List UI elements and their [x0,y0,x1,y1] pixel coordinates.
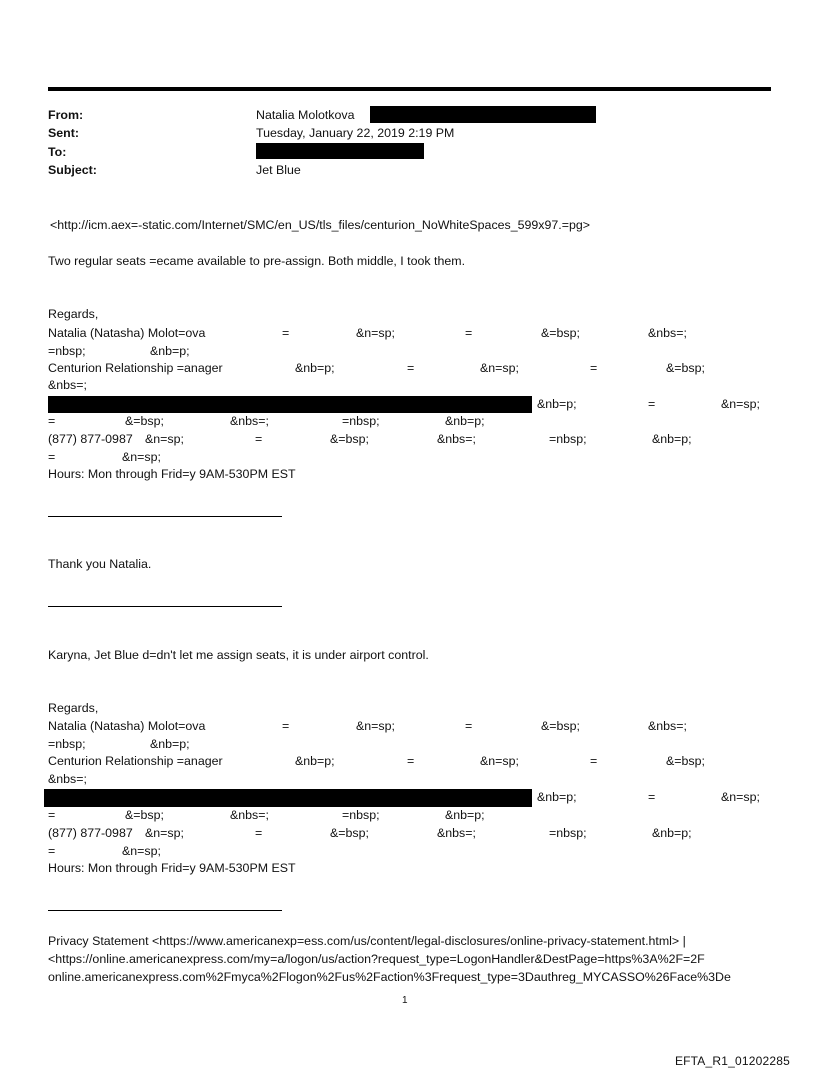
sent-label: Sent: [48,126,79,140]
sig-token: &n=sp; [356,719,395,733]
sig-name: Natalia (Natasha) Molot=ova [48,326,206,340]
sig-token: &nb=p; [537,397,577,411]
sig-hours: Hours: Mon through Frid=y 9AM-530PM EST [48,861,296,875]
sig-token: = [407,754,415,768]
sig-token: =nbsp; [342,414,380,428]
page-number: 1 [402,995,408,1006]
sig-token: &nb=p; [150,344,190,358]
privacy-link-line-3[interactable]: online.americanexpress.com%2Fmyca%2Flogon%2Fus%2Faction%3Frequest_type=3Dauthreg_MYCASSO%26Face%3De [48,970,731,984]
header-rule [48,87,771,91]
sig-token: = [48,808,56,822]
sig-token: &=bsp; [125,414,164,428]
sig-token: = [648,397,656,411]
sig-token: = [48,414,56,428]
message-3: Karyna, Jet Blue d=dn't let me assign seats, it is under airport control. [48,648,429,662]
sig-token: &nbs=; [230,808,269,822]
sig-token: &nbs=; [648,326,687,340]
sig-token: = [255,826,263,840]
to-label: To: [48,145,67,159]
sig-token: &=bsp; [330,432,369,446]
sig-token: &n=sp; [122,844,161,858]
image-link[interactable]: <http://icm.aex=-static.com/Internet/SMC/en_US/tls_files/centurion_NoWhiteSpaces_599x97.=pg> [50,218,590,232]
redaction-to [256,143,424,159]
sig-phone: (877) 877-0987 [48,826,133,840]
sig-token: &=bsp; [541,719,580,733]
sig-token: &n=sp; [145,432,184,446]
sig-token: &n=sp; [721,790,760,804]
sig-token: = [48,844,56,858]
sig-token: =nbsp; [342,808,380,822]
sig-token: &nb=p; [537,790,577,804]
sig-token: &n=sp; [480,754,519,768]
sig-token: =nbsp; [48,344,86,358]
sig-token: = [282,326,290,340]
message-2: Thank you Natalia. [48,557,152,571]
sig-token: &nb=p; [652,432,692,446]
from-value: Natalia Molotkova [256,108,355,122]
sig-token: = [48,450,56,464]
sig-token: &=bsp; [541,326,580,340]
sig-token: &nbs=; [437,826,476,840]
sig-token: = [282,719,290,733]
subject-label: Subject: [48,163,97,177]
sig-token: = [590,361,598,375]
sig-token: &nb=p; [445,414,485,428]
sig-token: =nbsp; [48,737,86,751]
sig-token: &n=sp; [122,450,161,464]
sig-token: &=bsp; [666,754,705,768]
sig-token: =nbsp; [549,432,587,446]
regards: Regards, [48,307,99,321]
redaction-from-email [370,106,596,123]
sig-token: &=bsp; [666,361,705,375]
regards: Regards, [48,701,99,715]
sig-title: Centurion Relationship =anager [48,361,223,375]
sig-token: &nb=p; [445,808,485,822]
sig-token: &nb=p; [150,737,190,751]
privacy-link-line-2[interactable]: <https://online.americanexpress.com/my=a/logon/us/action?request_type=LogonHandler&DestPage=https%3A%2F=2F [48,952,705,966]
sig-token: &=bsp; [330,826,369,840]
sig-token: &n=sp; [480,361,519,375]
sig-token: = [590,754,598,768]
sig-token: = [465,326,473,340]
subject-value: Jet Blue [256,163,301,177]
sig-token: &nbs=; [48,772,87,786]
sig-token: &nb=p; [652,826,692,840]
sig-token: &nbs=; [437,432,476,446]
redaction-sig [48,396,532,413]
separator [48,910,282,911]
sig-token: =nbsp; [549,826,587,840]
sig-token: &nbs=; [230,414,269,428]
privacy-statement-link[interactable]: Privacy Statement <https://www.americanexp=ess.com/us/content/legal-disclosures/online-privacy-statement.html> | [48,934,686,948]
sig-hours: Hours: Mon through Frid=y 9AM-530PM EST [48,467,296,481]
redaction-sig [44,789,532,807]
sig-token: &n=sp; [356,326,395,340]
sig-token: &nb=p; [295,361,335,375]
sig-token: &nbs=; [648,719,687,733]
separator [48,516,282,517]
sig-token: = [255,432,263,446]
sent-value: Tuesday, January 22, 2019 2:19 PM [256,126,455,140]
sig-token: &n=sp; [145,826,184,840]
sig-title: Centurion Relationship =anager [48,754,223,768]
message-1: Two regular seats =ecame available to pre-assign. Both middle, I took them. [48,254,466,268]
sig-name: Natalia (Natasha) Molot=ova [48,719,206,733]
sig-token: &=bsp; [125,808,164,822]
separator [48,606,282,607]
sig-token: = [407,361,415,375]
sig-token: = [465,719,473,733]
bates-number: EFTA_R1_01202285 [674,1054,790,1068]
sig-token: &nbs=; [48,378,87,392]
sig-token: &nb=p; [295,754,335,768]
sig-token: = [648,790,656,804]
sig-token: &n=sp; [721,397,760,411]
sig-phone: (877) 877-0987 [48,432,133,446]
from-label: From: [48,108,84,122]
